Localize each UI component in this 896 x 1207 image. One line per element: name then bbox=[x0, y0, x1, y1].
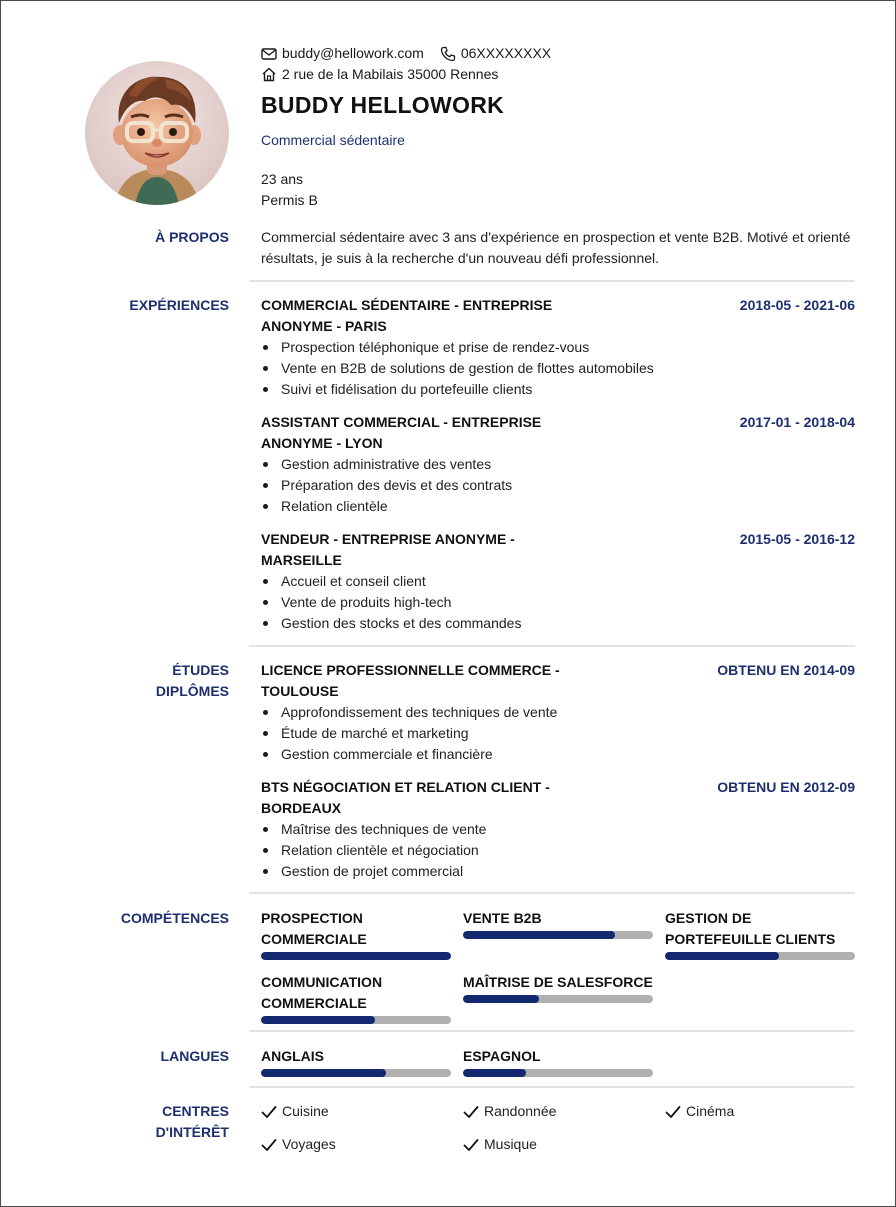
bullet-item: Vente de produits high-tech bbox=[261, 592, 855, 613]
skills-grid bbox=[261, 908, 855, 1024]
divider bbox=[249, 645, 855, 647]
experience-entry bbox=[261, 529, 855, 634]
experience-date: 2018-05 - 2021-06 bbox=[739, 297, 855, 313]
skill-bar-fill bbox=[665, 952, 779, 960]
interest-item bbox=[463, 1134, 665, 1155]
job-title: Commercial sédentaire bbox=[261, 132, 405, 148]
phone-text: 06XXXXXXXX bbox=[460, 45, 552, 61]
skill-bar bbox=[261, 1016, 451, 1024]
bullet-item: Approfondissement des techniques de vente bbox=[261, 702, 855, 723]
education-title: BTS NÉGOCIATION ET RELATION CLIENT - BORDEAUX bbox=[261, 779, 550, 816]
language-item bbox=[261, 1046, 451, 1077]
bullet-item: Gestion administrative des ventes bbox=[261, 454, 855, 475]
interest-label: Voyages bbox=[282, 1136, 336, 1152]
bullet-item: Accueil et conseil client bbox=[261, 571, 855, 592]
education-bullets bbox=[261, 819, 855, 882]
experience-title: COMMERCIAL SÉDENTAIRE - ENTREPRISE ANONYME - PARIS bbox=[261, 297, 553, 334]
experience-date: 2015-05 - 2016-12 bbox=[739, 531, 855, 547]
bullet-item: Gestion de projet commercial bbox=[261, 861, 855, 882]
skill-bar-fill bbox=[261, 952, 451, 960]
address-text: 2 rue de la Mabilais 35000 Rennes bbox=[282, 66, 499, 82]
experience-heading: EXPÉRIENCES bbox=[129, 297, 229, 313]
bullet-item: Gestion commerciale et financière bbox=[261, 744, 855, 765]
experience-date: 2017-01 - 2018-04 bbox=[739, 414, 855, 430]
experience-title: ASSISTANT COMMERCIAL - ENTREPRISE ANONYME - LYON bbox=[261, 414, 542, 451]
experience-entry bbox=[261, 295, 855, 400]
contact-row-1 bbox=[261, 43, 567, 64]
check-icon bbox=[463, 1138, 479, 1152]
language-bar bbox=[261, 1069, 451, 1077]
education-list bbox=[261, 660, 855, 894]
education-date: OBTENU EN 2012-09 bbox=[717, 779, 855, 795]
bullet-item: Maîtrise des techniques de vente bbox=[261, 819, 855, 840]
divider bbox=[249, 892, 855, 894]
skill-bar bbox=[463, 995, 653, 1003]
experience-title: VENDEUR - ENTREPRISE ANONYME - MARSEILLE bbox=[261, 531, 515, 568]
bullet-item: Préparation des devis et des contrats bbox=[261, 475, 855, 496]
language-bar bbox=[463, 1069, 653, 1077]
skill-item bbox=[463, 972, 653, 1024]
interest-label: Randonnée bbox=[484, 1103, 557, 1119]
language-bar-fill bbox=[261, 1069, 386, 1077]
skill-name: VENTE B2B bbox=[463, 910, 542, 926]
about-body bbox=[261, 227, 855, 269]
experience-list bbox=[261, 295, 855, 646]
education-heading bbox=[156, 660, 229, 702]
languages-heading: LANGUES bbox=[160, 1048, 229, 1064]
experience-bullets bbox=[261, 454, 855, 517]
skill-bar bbox=[261, 952, 451, 960]
bullet-item: Vente en B2B de solutions de gestion de flottes automobiles bbox=[261, 358, 855, 379]
language-name: ESPAGNOL bbox=[463, 1048, 541, 1064]
education-bullets bbox=[261, 702, 855, 765]
contact-block bbox=[261, 43, 567, 85]
skill-item bbox=[463, 908, 653, 960]
cv-header bbox=[0, 0, 896, 228]
skill-bar-fill bbox=[463, 995, 539, 1003]
language-name: ANGLAIS bbox=[261, 1048, 324, 1064]
interest-item bbox=[261, 1134, 463, 1155]
education-heading-line2: DIPLÔMES bbox=[155, 683, 229, 699]
interests-heading-line1: CENTRES bbox=[162, 1103, 229, 1119]
education-entry bbox=[261, 777, 855, 882]
interest-label: Cuisine bbox=[282, 1103, 329, 1119]
check-icon bbox=[665, 1105, 681, 1119]
profile-avatar bbox=[85, 61, 229, 205]
interests-heading bbox=[156, 1101, 229, 1143]
skill-bar-fill bbox=[261, 1016, 375, 1024]
skills-heading: COMPÉTENCES bbox=[120, 910, 229, 926]
education-heading-line1: ÉTUDES bbox=[172, 662, 229, 678]
bullet-item: Prospection téléphonique et prise de rendez-vous bbox=[261, 337, 855, 358]
education-date: OBTENU EN 2014-09 bbox=[717, 662, 855, 678]
language-item bbox=[463, 1046, 653, 1077]
skill-bar bbox=[665, 952, 855, 960]
phone-item[interactable] bbox=[440, 43, 551, 64]
email-item[interactable] bbox=[261, 43, 424, 64]
languages-grid bbox=[261, 1046, 855, 1077]
envelope-icon bbox=[261, 47, 277, 61]
skill-name: COMMUNICATION COMMERCIALE bbox=[261, 974, 383, 1011]
interest-item bbox=[665, 1101, 855, 1122]
candidate-name: BUDDY HELLOWORK bbox=[261, 92, 505, 118]
skill-item bbox=[261, 972, 451, 1024]
about-heading: À PROPOS bbox=[155, 229, 229, 245]
interest-item bbox=[463, 1101, 665, 1122]
address-item bbox=[261, 64, 498, 85]
check-icon bbox=[261, 1105, 277, 1119]
email-text: buddy@hellowork.com bbox=[282, 45, 424, 61]
phone-icon bbox=[440, 46, 456, 62]
interest-label: Musique bbox=[484, 1136, 537, 1152]
home-icon bbox=[261, 67, 277, 82]
check-icon bbox=[463, 1105, 479, 1119]
bullet-item: Relation clientèle et négociation bbox=[261, 840, 855, 861]
skill-bar-fill bbox=[463, 931, 615, 939]
experience-bullets bbox=[261, 337, 855, 400]
bullet-item: Étude de marché et marketing bbox=[261, 723, 855, 744]
divider bbox=[249, 1086, 855, 1088]
bullet-item: Gestion des stocks et des commandes bbox=[261, 613, 855, 634]
bullet-item: Relation clientèle bbox=[261, 496, 855, 517]
interest-item bbox=[261, 1101, 463, 1122]
interests-heading-line2: D'INTÉRÊT bbox=[155, 1124, 229, 1140]
language-bar-fill bbox=[463, 1069, 526, 1077]
divider bbox=[249, 1030, 855, 1032]
personal-info bbox=[261, 169, 318, 211]
education-title: LICENCE PROFESSIONNELLE COMMERCE - TOULOUSE bbox=[261, 662, 560, 699]
interests-grid bbox=[261, 1101, 855, 1155]
contact-row-2 bbox=[261, 64, 567, 85]
skill-name: MAÎTRISE DE SALESFORCE bbox=[463, 974, 653, 990]
check-icon bbox=[261, 1138, 277, 1152]
age-text: 23 ans bbox=[261, 171, 304, 187]
skill-item bbox=[665, 908, 855, 960]
experience-entry bbox=[261, 412, 855, 517]
skill-item bbox=[261, 908, 451, 960]
bullet-item: Suivi et fidélisation du portefeuille clients bbox=[261, 379, 855, 400]
license-text: Permis B bbox=[261, 192, 318, 208]
about-text: Commercial sédentaire avec 3 ans d'expérience en prospection et vente B2B. Motivé et orienté résultats, je suis à la recherche d'un nouveau défi professionnel. bbox=[261, 229, 851, 266]
experience-bullets bbox=[261, 571, 855, 634]
divider bbox=[249, 280, 855, 282]
skill-bar bbox=[463, 931, 653, 939]
interest-label: Cinéma bbox=[686, 1103, 735, 1119]
education-entry bbox=[261, 660, 855, 765]
skill-name: GESTION DE PORTEFEUILLE CLIENTS bbox=[665, 910, 836, 947]
skill-name: PROSPECTION COMMERCIALE bbox=[261, 910, 367, 947]
